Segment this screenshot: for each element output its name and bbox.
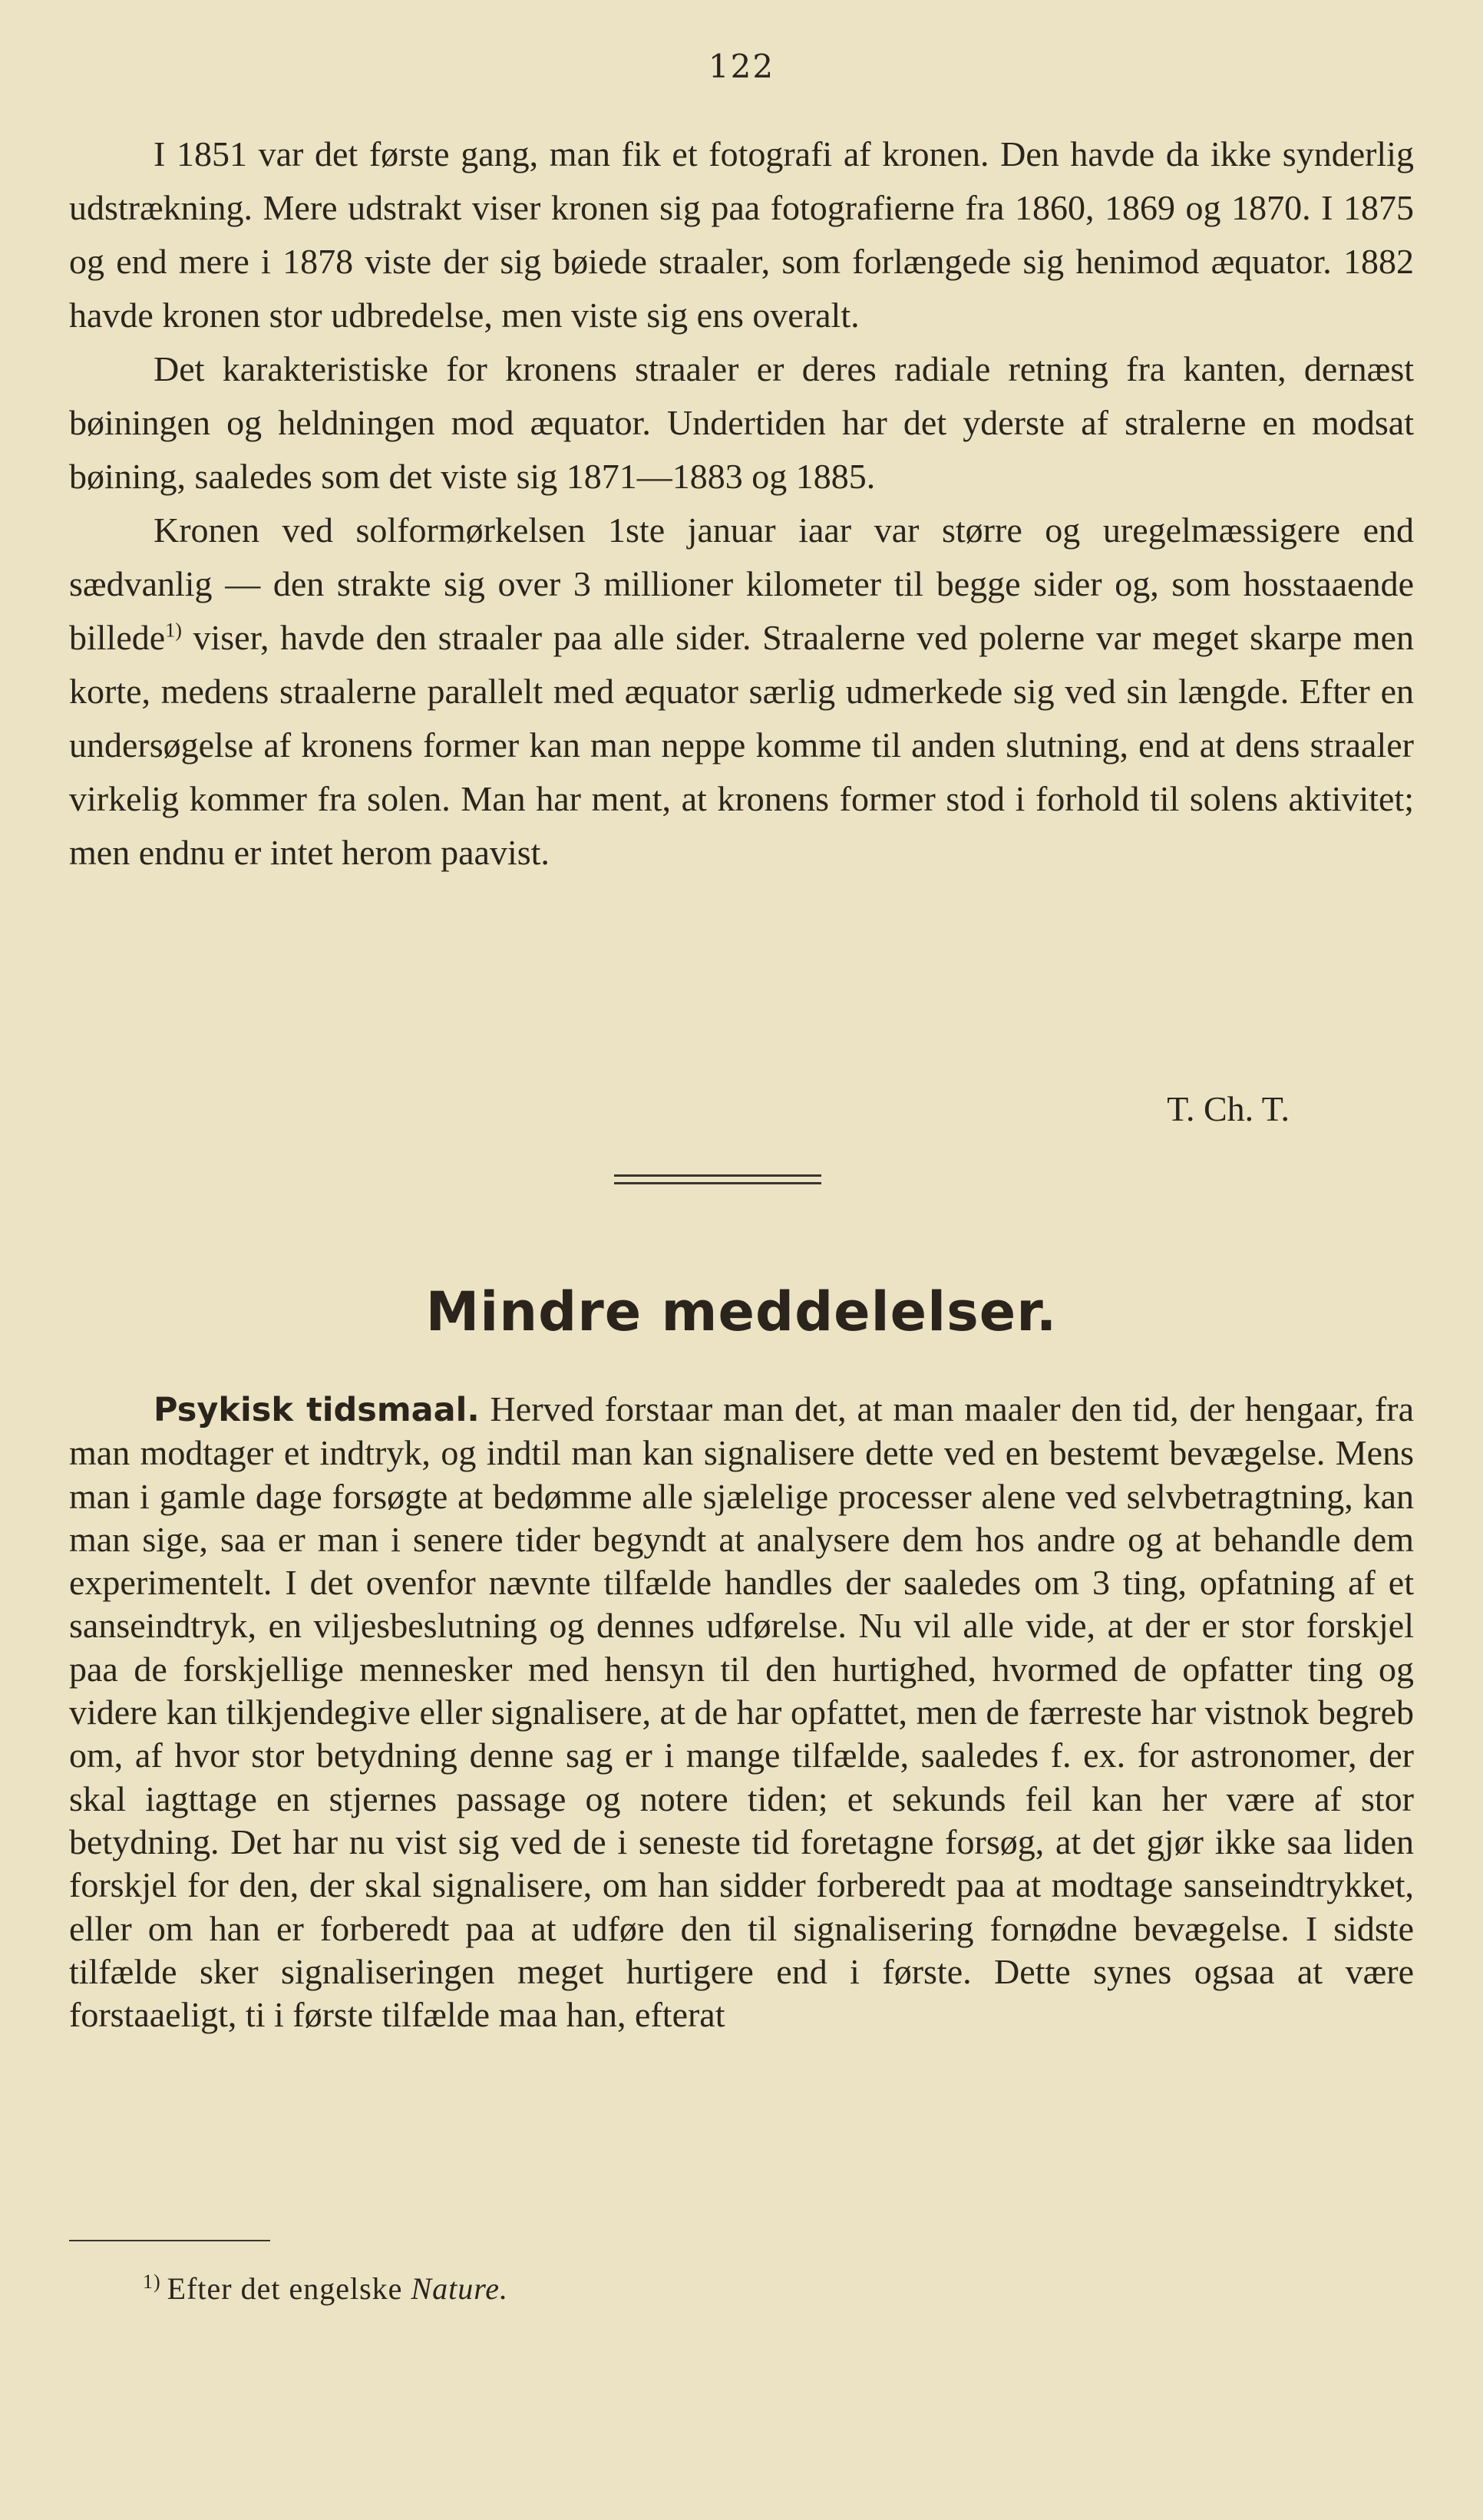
section-divider — [614, 1174, 821, 1190]
notice-body: Herved forstaar man det, at man maaler den tid, der hengaar, fra man modtager et indtryk, og indtil man kan signalisere dette ved en bestemt bevægelse. Mens man i gamle dage forsøgte at bedømme alle sjælelige processer alene ved selvbetragtning, kan man sige, saa er man i senere tider begyndt at analysere dem hos andre og at behandle dem experimentelt. I det ovenfor nævnte tilfælde handles der saaledes om 3 ting, opfatning af et sanseindtryk, en viljesbeslutning og dennes udførelse. Nu vil alle vide, at der er stor forskjel paa de forskjellige mennesker med hensyn til den hurtighed, hvormed de opfatter ting og videre kan tilkjendegive eller signalisere, at de har opfattet, men de færreste har vistnok begreb om, af hvor stor betydning denne sag er i mange tilfælde, saaledes f. ex. for astronomer, der skal iagttage en stjernes passage og notere tiden; et sekunds feil kan her være af stor betydning. Det har nu vist sig ved de i seneste tid foretagne forsøg, at det gjør ikke saa liden forskjel for den, der skal signalisere, om han sidder forberedt paa at modtage sanseindtrykket, eller om han er forberedt paa at udføre den til signalisering fornødne bevægelse. I sidste tilfælde sker signaliseringen meget hurtigere end i første. Dette synes ogsaa at være forstaaeligt, ti i første tilfælde maa han, efterat — [69, 1389, 1414, 2035]
page-number: 122 — [708, 48, 775, 85]
section-title: Mindre meddelelser. — [425, 1280, 1058, 1343]
notice-heading: Psykisk tidsmaal. — [154, 1391, 480, 1429]
notice-psykisk-tidsmaal — [69, 1388, 1414, 2036]
article-paragraph: I 1851 var det første gang, man fik et fotografi af kronen. Den havde da ikke synderlig udstrækning. Mere udstrakt viser kronen sig paa fotografierne fra 1860, 1869 og 1870. I 1875 og end mere i 1878 viste der sig bøiede straaler, som forlængede sig henimod æquator. 1882 havde kronen stor udbredelse, men viste sig ens overalt. — [69, 134, 1414, 335]
footnote-rule — [69, 2240, 270, 2241]
article-paragraph: Det karakteristiske for kronens straaler er deres radiale retning fra kanten, dernæst bøiningen og heldningen mod æquator. Undertiden har det yderste af stralerne en modsat bøining, saaledes som det viste sig 1871—1883 og 1885. — [69, 349, 1414, 496]
footnote-source: Nature. — [411, 2271, 509, 2306]
paragraph-text: viser, havde den straaler paa alle sider. Straalerne ved polerne var meget skarpe men korte, medens straalerne parallelt med æquator særlig udmerkede sig ved sin længde. Efter en undersøgelse af kronens former kan man neppe komme til anden slutning, end at dens straaler virkelig kommer fra solen. Man har ment, at kronens former stod i forhold til solens aktivitet; men endnu er intet herom paavist. — [69, 618, 1414, 872]
footnote-reference: 1) — [165, 619, 182, 642]
footnote-marker: 1) — [143, 2271, 161, 2293]
paragraph-text: Kronen ved solformørkelsen 1ste januar iaar var større og uregelmæssigere end sædvanlig — den strakte sig over 3 millioner kilometer til begge sider og, som hosstaaende billede — [69, 510, 1414, 657]
author-signature: T. Ch. T. — [1167, 1089, 1290, 1128]
footnote — [143, 2271, 508, 2307]
notice-paragraph — [69, 1388, 1414, 2036]
article-paragraph — [69, 504, 1414, 880]
footnote-text: Efter det engelske — [167, 2271, 411, 2306]
corona-article — [69, 127, 1414, 880]
